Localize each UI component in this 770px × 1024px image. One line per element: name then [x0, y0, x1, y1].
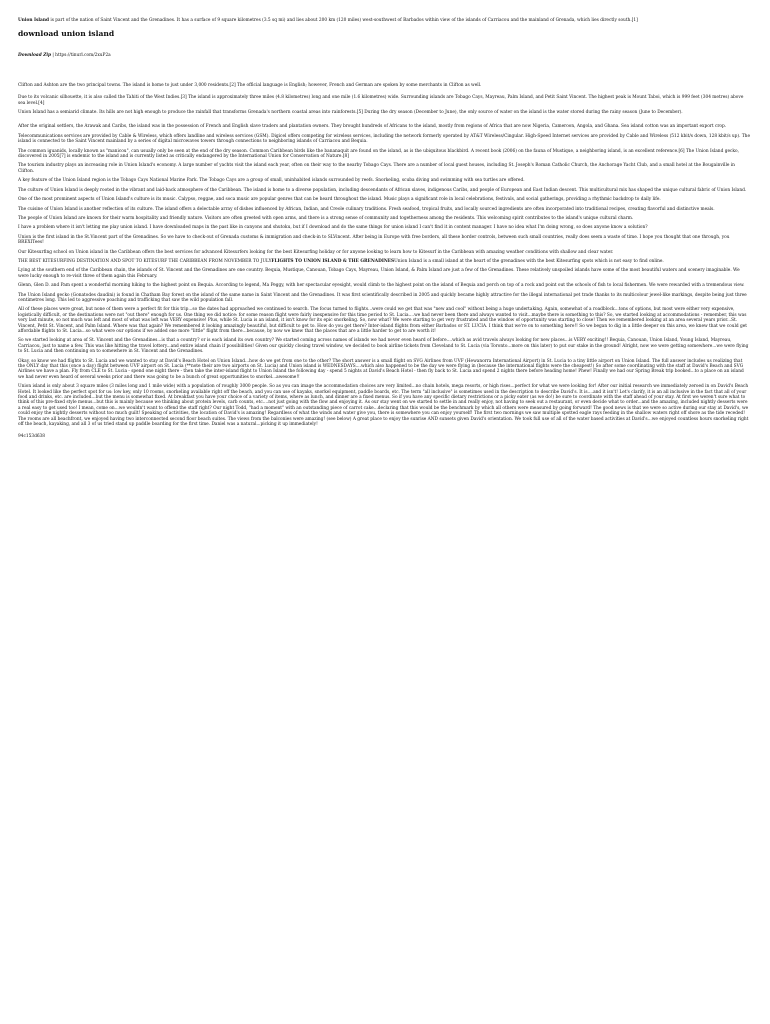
- paragraph: The common iguanids, locally known as "manicou", can usually only be seen at the end of the dry season. Common Caribbean birds like the bananaquit are found on the island, as is the ubiquitous blackbird. A recent book (2006) on the fauna of Mustique, a neighboring island, is an excellent reference.[6] The Union Island gecko, discovered in 2005[7] is endemic to the island and is currently listed as critically endangered by the International Union for Conservation of Nature.[8]: [18, 148, 739, 160]
- paragraph: Lying at the southern end of the Caribbean chain, the islands of St. Vincent and the Grenadines are one country. Bequia, Mustique, Canouan, Tobago Cays, Mayreau, Union Island, & Palm Island are just a few of the Grenadines. These relatively unspoiled islands have some of the most beautiful waters and scenery imaginable. We were lucky enough to re-visit three of them again this February.: [18, 268, 740, 279]
- paragraph: One of the most prominent aspects of Union Island's culture is its music. Calypso, reggae, and soca music are popular genres that can be heard throughout the island. Music plays a significant role in local celebrations, festivals, and social gatherings, providing a rhythmic backdrop to daily life.: [18, 197, 661, 203]
- paragraph: Union island is only about 3 square miles (3 miles long and 1 mile wide) with a population of roughly 3000 people. So as you can image the accommodation choices are very limited...no chain hotels, mega resorts, or high rises...perfect for what we were looking for! After our initial research we immediately zeroed in on David's Beach Hotel. It looked like the perfect spot for us: low key, only 10 rooms, snorkeling available right off the beach, and you can use of kayaks, snorkel equipment, paddle boards, etc. The term "all inclusive" is sometimes used in the description to describe David's. It is....and it isn't! Let's clarify, it is an all inclusive in the fact that all of your food and drinks, etc. are included...but the menu is somewhat fixed. At breakfast you have your choice of a variety of items, where as lunch, and dinner are a fixed menus. So if you have any specific dietary restrictions or a picky eater (as we do!) be sure to coordinate with the staff ahead of your stay. At first we weren't sure what to think of this pre-fixed style menus...but this is mainly because we thinking about protein levels, carb counts, etc....not just going with the flow and enjoying it. As our stay went on we started to settle in and really enjoy, not having to seek out a restaurant, or even decide what to order...and the amazing, included nightly desserts were a real easy to get used too! I mean, come on...we wouldn't want to offend the staff right? Our night Todd, "had a moment" with an outstanding piece of carrot cake...declaring that this would be the benchmark by which all others were measured by going forward! The good news is that we were so active during our stay at David's, we could enjoy the nightly desserts without too much guilt! Speaking of activities, the location of David's is amazing! Regardless of what the winds and water give you, there is somewhere you can enjoy yourself! The first two mornings we saw multiple spotted eagle rays feeding in the shallow waters right off shore as the tide receded! The rooms are all beachfront, we enjoyed having two interconnected second floor beach suites. The views from the balconies were amazing! (see below) A great place to enjoy the sunrise AND sunsets given David's orientation. We took full use of all of the water based activities at David's...we enjoyed countless hours snorkeling right off the beach, kayaking, and all 3 of us tried stand up paddle boarding for the first time. Daniel was a natural...picking it up immediately!: [18, 384, 749, 428]
- paragraph: Clifton and Ashton are the two principal towns. The island is home to just under 3,000 residents.[2] The official language is English; however, French and German are spoken by some merchants in Clifton as well.: [18, 82, 482, 88]
- paragraph: Okay, so know we had flights to St. Lucia and we wanted to stay at David's Beach Hotel on Union Island...how do we get from one to the other? The short answer is a small flight on SVG Airlines from UVF (Hewanorra International Airport) in St. Lucia to a tiny little airport on Union Island. The full answer includes us realizing that the ONLY day that this (once a day) flight between UVF airport on St. Lucia (**note their are two airports on St. Lucia) and Union island is WEDNESDAYS....which also happened to be the day we were flying in (because the international flights were the cheapest!) So after some coordinating with the staff at David's Beach and SVG Airlines we have a plan. Fly from CLE to St. Lucia - spend one night there - then take the inter-island flight to Union Island the following day - spend 5 nights at David's Beach Hotel - then fly back to St. Lucia and spend 2 nights there before heading home! Phew! Finally we had our Spring Break trip booked...to a place on an island we had never even heard of several weeks prior and there was going to be a bunch of great opportunities to snorkel...awesome!!: [18, 358, 744, 380]
- intro-bold: Union Island: [18, 18, 49, 23]
- paragraph: Our Kitesurfing school on Union island in the Caribbean offers the best services for advanced Kitesurfers looking for the best Kitesurfing holiday or for anyone looking to learn how to Kitesurf in the Caribbean with amazing weather conditions with shallow and clear water.: [18, 249, 614, 255]
- download-separator: |: [50, 53, 56, 59]
- kitesurf-heading: THE BEST KITESURFING DESTINATION AND SPOT TO KITESURF THE CARIBBEAN FROM NOVEMBER TO JULY: [18, 258, 272, 264]
- paragraph: Union is the first island in the St.Vincent part of the Grenadines. So we have to check-out of Grenada customs & immigration and check-in to SLVincent. After being in Europe with free borders, all these border controls, between such small countries, really does seem a waste of time. I hope you thought that one through, you BREXITees!: [18, 234, 730, 246]
- download-link[interactable]: https://tinurl.com/2xuP2a: [55, 53, 111, 59]
- paragraph: After the original settlers, the Arawak and Caribs, the island was in the possession of French and English slave traders and plantation owners. They brought hundreds of Africans to the island, mostly from regions of Africa that are now Nigeria, Cameroon, Angola, and Ghana. Sea island cotton was an important export crop.: [18, 124, 727, 130]
- paragraph: The people of Union Island are known for their warm hospitality and friendly nature. Visitors are often greeted with open arms, and there is a strong sense of community and togetherness among the residents. This welcoming spirit contributes to the island's unique cultural charm.: [18, 215, 634, 221]
- intro-text: is part of the nation of Saint Vincent and the Grenadines. It has a surface of 9 square kilometres (3.5 sq mi) and lies about 200 km (120 miles) west-southwest of Barbados within view of the islands of Carriacou and the mainland of Grenada, which lies directly south.[1]: [50, 18, 638, 23]
- paragraph: The Union Island gecko (Gonatodes daudini) is found in Chatham Bay forest on the island of the same name in Saint Vincent and the Grenadines. It was first scientifically described in 2005 and quickly became highly attractive for the illegal international pet trade thanks to its multicolour jewel-like markings, despite being just three centimetres long. This led to aggressive poaching and trafficking that saw the wild population fall.: [18, 292, 747, 303]
- paragraph: I have a problem where it isn't letting me play union island. I have downloaded maps in the past like in canyons and shutoku, but if I download and do the same things for union island I can't find it in content manager. I have no idea what I'm doing wrong, so does anyone know a solution?: [18, 225, 648, 231]
- paragraph: So we started looking at area of St. Vincent and the Grenadines...is that a country? or is each island its own country? We started coming across names of islands we had never even heard of before....which as avid travels always looking for new places...is VERY exciting!! Bequia, Canouan, Union Island, Young Island, Mayreau, Carriacou, just to name a few. This was like hitting the travel lottery...and entire island chain if possibilities! Given our quickly closing travel window, we decided to book airline tickets from Cleveland to St. Lucia (via Toronto...more on this later) to put our stake in the ground! Alright, now we were getting somewhere...we were flying to St. Lucia and then continuing on to somewhere in St. Vincent and the Grenadines.: [18, 338, 749, 355]
- hash-code: 94c153d638: [18, 433, 46, 439]
- paragraph: Union Island has a semiarid climate. Its hills are not high enough to produce the rainfall that transforms Grenada's northern coastal areas into rainforests.[5] During the dry season (December to June), the only source of water on the island is the water stored during the rainy season (June to December).: [18, 110, 683, 116]
- paragraph: The tourism industry plays an increasing role in Union Island's economy. A large number of yachts visit the island each year, often on their way to the nearby Tobago Cays. There are a number of local guest houses, including St. Joseph's Roman Catholic Church, the Anchorage Yacht Club, and a small hotel at the Bougainville in Clifton.: [18, 163, 735, 174]
- download-label: Download Zip: [18, 53, 51, 59]
- paragraph: Due to its volcanic silhouette, it is also called the Tahiti of the West Indies.[3] The island is approximately three miles (4.8 kilometres) long and one mile (1.6 kilometres) wide. Surrounding islands are Tobago Cays, Mayreau, Palm Island, and Petit Saint Vincent. The highest peak is Mount Taboi, which is 999 feet (304 metres) above sea level.[4]: [18, 95, 744, 106]
- flights-heading: FLIGHTS TO UNION ISLAND & THE GRENADINES: [271, 258, 395, 264]
- paragraph: The culture of Union Island is deeply rooted in the vibrant and laid-back atmosphere of the Caribbean. The island is home to a diverse population, including descendants of African slaves, indigenous Caribs, and people of European and East Indian descent. This multicultural mix has shaped the unique cultural fabric of Union Island.: [18, 187, 747, 193]
- paragraph: Telecommunications services are provided by Cable & Wireless, which offers landline and wireless services (GSM). Digicel offers competing for wireless services, including the network formerly operated by AT&T Wireless/Cingular. High-Speed Internet services are provided by Cable and Wireless (512 kbit/s down, 128 kbit/s up). The island is connected to the Saint Vincent mainland by a series of digital microwaves towers through connections to neighboring islands of Carriacou and Bequia.: [18, 133, 750, 145]
- kitesurf-paragraph: [18, 259, 750, 264]
- paragraph: Glenn, Glen D. and Pam spent a wonderful morning hiking to the highest point on Bequia. According to legend, Ma Peggy, with her spectacular eyesight, would climb to the highest point on the island of Bequia and perch on top of a rock and point out the schools of fish to local fishermen. We were rewarded with a tremendous view.: [18, 283, 745, 289]
- download-line: [18, 53, 750, 58]
- article-body: [18, 83, 750, 439]
- kitesurf-text: Union Island is a small island at the heart of the grenadines with the best Kitesurfing spots which is not easy to find online.: [394, 258, 664, 264]
- document-page: [18, 18, 750, 443]
- paragraph: All of these places were great, but none of them were a perfect fit for this trip...so the dates had approached we continued to search. The focus turned to flights...were could we get that was "new and cool" without being a huge undertaking. Again, somewhat of a roadblock...tons of options, but most were either very expensive, logistically difficult, or the destinations were not "out there" enough for us. One thing we did notice: for some reason flight were fairly inexpensive for this time period to St. Lucia....we had never been there and always wanted to visit...maybe there is something to this? So, we started looking at accommodations - remember, this was very last minute, so not much was left and most of what was left was VERY expensive! Plus, while St. Lucia is an island, it isn't know for its epic snorkeling. So, now what? We were starting to get very frustrated and the window of opportunity was starting to close! Then we remembered looking at an area several years prior...St. Vincent, Petit St. Vincent, and Palm Island. Where was that again? We remembered it looking amazingly beautiful, but difficult to get to. How do you get there? Inter-island flights from either Barbados or ST. LUCIA. I think that we're on to something here!! So we began to dig in a little deeper on this area, we knew that we could get affordable flights to St. Lucia...so what were our options if we added one more "little" flight from there...because, by now we knew that the places that are a little harder to get to are worth it!: [18, 307, 748, 334]
- intro-paragraph: [18, 18, 750, 23]
- paragraph: The cuisine of Union Island is another reflection of its culture. The island offers a delectable array of dishes influenced by African, Indian, and Creole culinary traditions. Fresh seafood, tropical fruits, and locally sourced ingredients are often incorporated into traditional recipes, creating flavorful and distinctive meals.: [18, 206, 715, 212]
- page-title: download union island: [18, 29, 115, 39]
- paragraph: A key feature of the Union Island region is the Tobago Cays National Marine Park. The Tobago Cays are a group of small, uninhabited islands surrounded by reefs. Snorkeling, scuba diving and swimming with sea turtles are offered.: [18, 178, 525, 184]
